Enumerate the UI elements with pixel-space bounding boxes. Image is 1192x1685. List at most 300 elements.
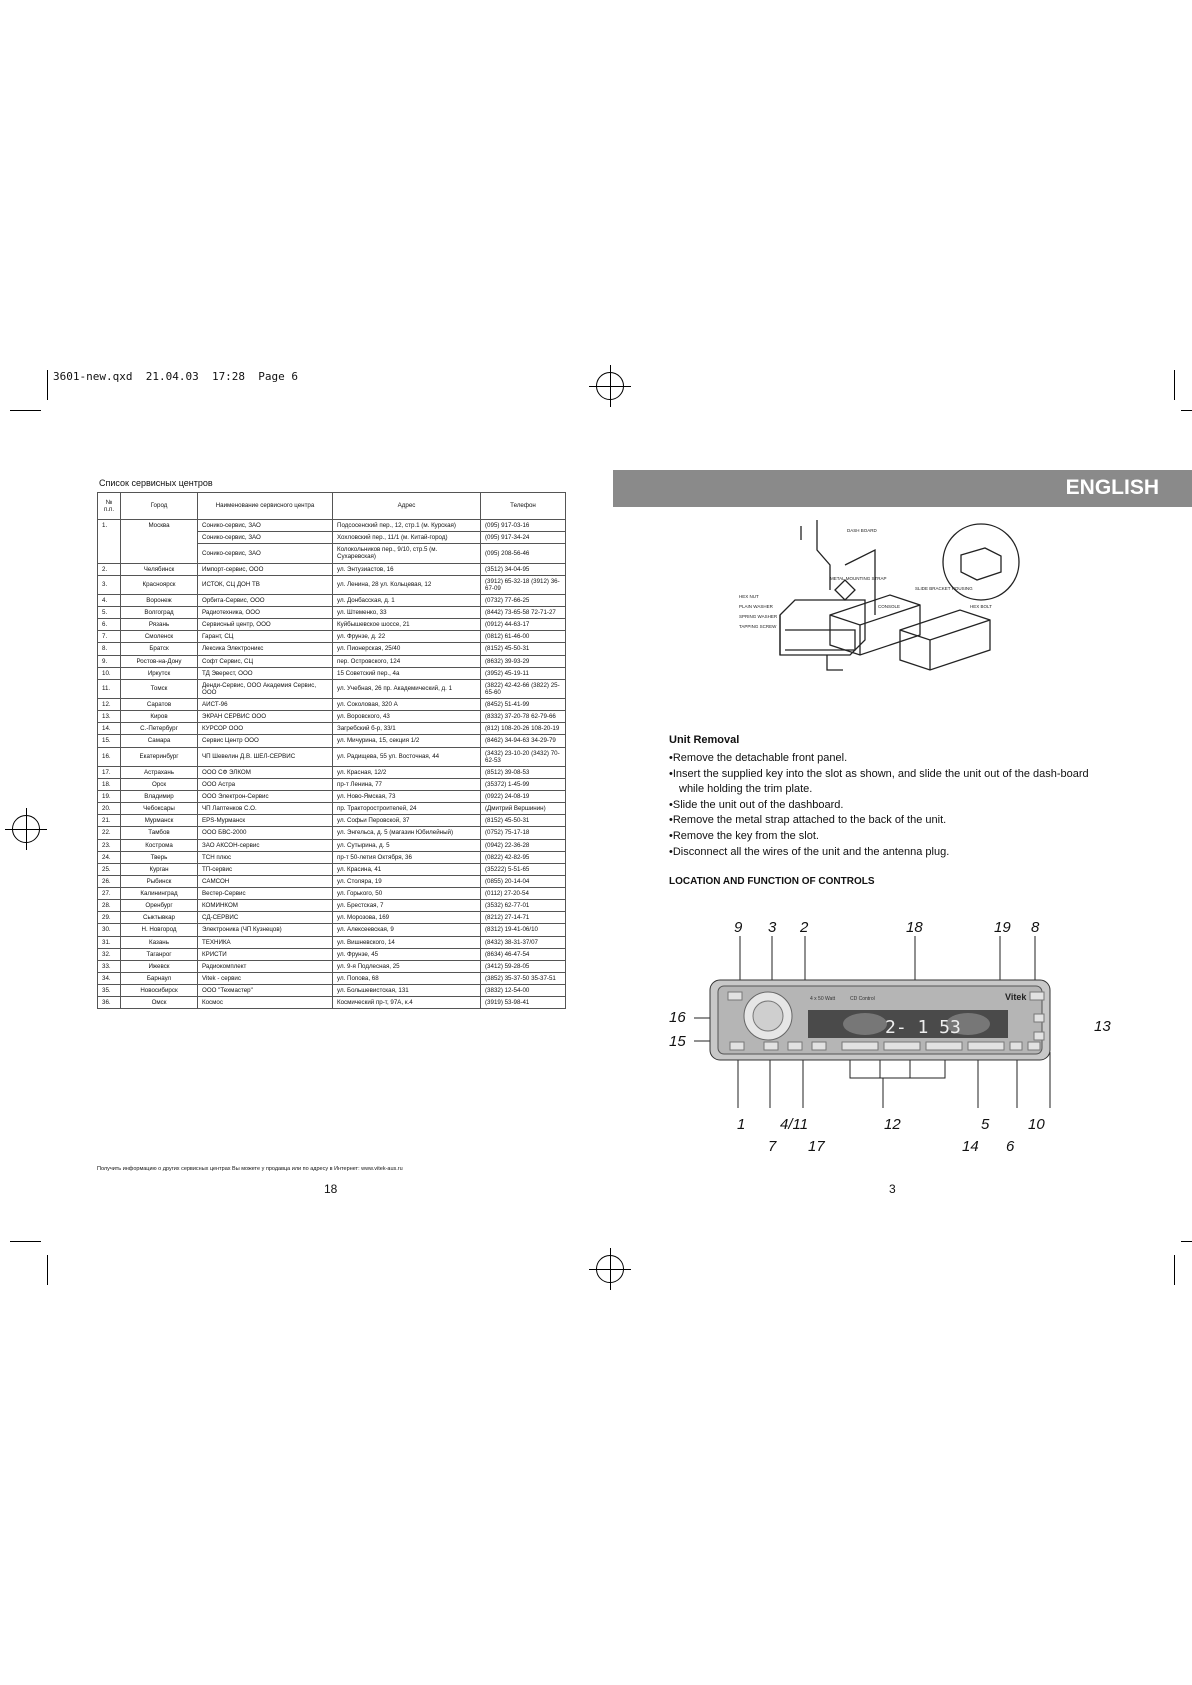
- city-cell: Рыбинск: [121, 875, 198, 887]
- crop-mark: [47, 370, 48, 400]
- row-number: 16.: [98, 747, 121, 766]
- row-number: 27.: [98, 888, 121, 900]
- column-header: Телефон: [481, 493, 566, 520]
- city-cell: Казань: [121, 936, 198, 948]
- panel-button: [1034, 1032, 1044, 1040]
- list-item: • Insert the supplied key into the slot as shown, and slide the unit out of the dash-board while holding the trim plate.: [669, 767, 1089, 798]
- callout-16: 16: [669, 1009, 686, 1026]
- table-row: [98, 875, 566, 887]
- address-cell: ул. Вишневского, 14: [333, 936, 481, 948]
- section-heading-controls: LOCATION AND FUNCTION OF CONTROLS: [669, 876, 875, 887]
- panel-button: [764, 1042, 778, 1050]
- table-row: [98, 900, 566, 912]
- address-cell: ул. Морозова, 169: [333, 912, 481, 924]
- address-cell: ул. Красная, 12/2: [333, 766, 481, 778]
- row-number: 9.: [98, 655, 121, 667]
- address-cell: ул. 9-я Подлесная, 25: [333, 960, 481, 972]
- phone-cell: (8312) 19-41-06/10: [481, 924, 566, 936]
- table-row: [98, 520, 566, 532]
- company-cell: ООО Электрон-Сервис: [198, 791, 333, 803]
- page-number-left: 18: [324, 1182, 338, 1196]
- service-center-table: [97, 492, 566, 1009]
- phone-cell: (3832) 12-54-00: [481, 985, 566, 997]
- address-cell: 15 Советский пер., 4а: [333, 667, 481, 679]
- address-cell: ул. Брестская, 7: [333, 900, 481, 912]
- phone-cell: (8212) 27-14-71: [481, 912, 566, 924]
- callout-9: 9: [734, 919, 743, 936]
- city-cell: С.-Петербург: [121, 723, 198, 735]
- address-cell: ул. Радищева, 55 ул. Восточная, 44: [333, 747, 481, 766]
- label-strap: METAL MOUNTING STRAP: [830, 576, 887, 581]
- table-row: [98, 803, 566, 815]
- language-band: [613, 470, 1192, 507]
- table-row: [98, 679, 566, 698]
- table-row: [98, 711, 566, 723]
- row-number: 11.: [98, 679, 121, 698]
- phone-cell: (095) 917-34-24: [481, 532, 566, 544]
- city-cell: Астрахань: [121, 766, 198, 778]
- label-console: CONSOLE: [878, 604, 901, 609]
- list-item: • Slide the unit out of the dashboard.: [669, 798, 1089, 814]
- city-cell: Кострома: [121, 839, 198, 851]
- callout-18: 18: [906, 919, 923, 936]
- address-cell: ул. Фрунзе, 45: [333, 948, 481, 960]
- panel-button: [812, 1042, 826, 1050]
- city-cell: Иркутск: [121, 667, 198, 679]
- company-cell: КОМИНКОМ: [198, 900, 333, 912]
- city-cell: Самара: [121, 735, 198, 747]
- phone-cell: (0855) 20-14-04: [481, 875, 566, 887]
- row-number: 13.: [98, 711, 121, 723]
- list-item: • Remove the metal strap attached to the back of the unit.: [669, 813, 1089, 829]
- company-cell: ЧП Шевелин Д.В. ШЕЛ-СЕРВИС: [198, 747, 333, 766]
- table-row: [98, 619, 566, 631]
- city-cell: Оренбург: [121, 900, 198, 912]
- company-cell: Вестер-Сервис: [198, 888, 333, 900]
- table-row: [98, 667, 566, 679]
- city-cell: Владимир: [121, 791, 198, 803]
- city-cell: Барнаул: [121, 972, 198, 984]
- phone-cell: (812) 108-20-26 108-20-19: [481, 723, 566, 735]
- callout-10: 10: [1028, 1116, 1045, 1133]
- language-label: ENGLISH: [1065, 476, 1159, 499]
- label-slide-bracket: SLIDE BRACKET HOUSING: [915, 586, 973, 591]
- address-cell: ул. Штеменко, 33: [333, 607, 481, 619]
- address-cell: ул. Горького, 50: [333, 888, 481, 900]
- panel-button: [1010, 1042, 1022, 1050]
- row-number: 1.: [98, 520, 121, 564]
- phone-cell: (8442) 73-65-58 72-71-27: [481, 607, 566, 619]
- company-cell: Радиокомплект: [198, 960, 333, 972]
- table-row: [98, 972, 566, 984]
- city-cell: Рязань: [121, 619, 198, 631]
- phone-cell: (3822) 42-42-66 (3822) 25-65-60: [481, 679, 566, 698]
- city-cell: Москва: [121, 520, 198, 564]
- callout-14: 14: [962, 1138, 979, 1155]
- callout-5: 5: [981, 1116, 990, 1133]
- row-number: 25.: [98, 863, 121, 875]
- address-cell: ул. Фрунзе, д. 22: [333, 631, 481, 643]
- phone-cell: (8432) 38-31-37/07: [481, 936, 566, 948]
- address-cell: ул. Энтузиастов, 16: [333, 563, 481, 575]
- company-cell: ООО "Техмастер": [198, 985, 333, 997]
- label-hex-nut: HEX NUT: [739, 594, 759, 599]
- crop-mark: [1181, 410, 1192, 411]
- registration-mark: [12, 815, 40, 843]
- address-cell: Подсосенский пер., 12, стр.1 (м. Курская): [333, 520, 481, 532]
- label-plain-washer: PLAIN WASHER: [739, 604, 773, 609]
- column-header: № п.п.: [98, 493, 121, 520]
- city-cell: Ростов-на-Дону: [121, 655, 198, 667]
- callout-7: 7: [768, 1138, 777, 1155]
- callout-2: 2: [800, 919, 809, 936]
- table-row: [98, 607, 566, 619]
- row-number: 28.: [98, 900, 121, 912]
- company-cell: Сервис Центр ООО: [198, 735, 333, 747]
- company-cell: EPS-Мурманск: [198, 815, 333, 827]
- phone-cell: (3919) 53-98-41: [481, 997, 566, 1009]
- phone-cell: (3952) 45-19-11: [481, 667, 566, 679]
- table-row: [98, 960, 566, 972]
- table-row: [98, 594, 566, 606]
- callout-13: 13: [1094, 1018, 1111, 1035]
- city-cell: Волгоград: [121, 607, 198, 619]
- city-cell: Красноярск: [121, 575, 198, 594]
- row-number: 4.: [98, 594, 121, 606]
- removal-steps: [669, 751, 1089, 860]
- registration-mark: [596, 1255, 624, 1283]
- phone-cell: (0732) 77-66-25: [481, 594, 566, 606]
- table-row: [98, 948, 566, 960]
- phone-cell: (0822) 42-82-95: [481, 851, 566, 863]
- company-cell: ТП-сервис: [198, 863, 333, 875]
- crop-mark: [1174, 370, 1175, 400]
- row-number: 34.: [98, 972, 121, 984]
- address-cell: ул. Пионерская, 25/40: [333, 643, 481, 655]
- phone-cell: (3432) 23-10-20 (3432) 70-62-53: [481, 747, 566, 766]
- phone-cell: (8152) 45-50-31: [481, 815, 566, 827]
- company-cell: Софт Сервис, СЦ: [198, 655, 333, 667]
- company-cell: ЗАО АКСОН-сервис: [198, 839, 333, 851]
- address-cell: Загребский б-р, 33/1: [333, 723, 481, 735]
- callout-6: 6: [1006, 1138, 1015, 1155]
- company-cell: Сонико-сервис, ЗАО: [198, 544, 333, 563]
- city-cell: Курган: [121, 863, 198, 875]
- company-cell: ТД Эверест, ООО: [198, 667, 333, 679]
- company-cell: Денди-Сервис, ООО Академия Сервис, ООО: [198, 679, 333, 698]
- city-cell: Саратов: [121, 699, 198, 711]
- phone-cell: (8152) 45-50-31: [481, 643, 566, 655]
- city-cell: Ижевск: [121, 960, 198, 972]
- label-hex-bolt: HEX BOLT: [970, 604, 992, 609]
- address-cell: ул. Красина, 41: [333, 863, 481, 875]
- city-cell: Екатеринбург: [121, 747, 198, 766]
- company-cell: ООО СФ ЭЛКОМ: [198, 766, 333, 778]
- phone-cell: (8332) 37-20-78 62-79-66: [481, 711, 566, 723]
- address-cell: пер. Островского, 124: [333, 655, 481, 667]
- row-number: 8.: [98, 643, 121, 655]
- address-cell: ул. Ленина, 28 ул. Кольцевая, 12: [333, 575, 481, 594]
- row-number: 32.: [98, 948, 121, 960]
- table-row: [98, 851, 566, 863]
- page-number-right: 3: [889, 1182, 896, 1196]
- table-row: [98, 747, 566, 766]
- address-cell: ул. Воровского, 43: [333, 711, 481, 723]
- column-header: Адрес: [333, 493, 481, 520]
- city-cell: Мурманск: [121, 815, 198, 827]
- table-row: [98, 839, 566, 851]
- row-number: 26.: [98, 875, 121, 887]
- address-cell: Колокольников пер., 9/10, стр.5 (м. Сухаревская): [333, 544, 481, 563]
- row-number: 10.: [98, 667, 121, 679]
- radio-display: 2- 1 53: [885, 1017, 961, 1038]
- phone-cell: (095) 917-03-16: [481, 520, 566, 532]
- table-row: [98, 655, 566, 667]
- label-spring-washer: SPRING WASHER: [739, 614, 778, 619]
- row-number: 3.: [98, 575, 121, 594]
- callout-1: 1: [737, 1116, 746, 1133]
- phone-cell: (0922) 24-08-19: [481, 791, 566, 803]
- callout-4-11: 4/11: [780, 1116, 809, 1133]
- phone-cell: (3912) 65-32-18 (3912) 36-67-09: [481, 575, 566, 594]
- row-number: 35.: [98, 985, 121, 997]
- row-number: 17.: [98, 766, 121, 778]
- company-cell: Гарант, СЦ: [198, 631, 333, 643]
- phone-cell: (0812) 61-46-00: [481, 631, 566, 643]
- company-cell: Сонико-сервис, ЗАО: [198, 532, 333, 544]
- crop-mark: [10, 410, 41, 411]
- city-cell: Чебоксары: [121, 803, 198, 815]
- table-row: [98, 723, 566, 735]
- table-row: [98, 912, 566, 924]
- table-footnote: Получить информацию о других сервисных центрах Вы можете у продавца или по адресу в Интернет: www.vitek-aus.ru: [97, 1166, 403, 1172]
- row-number: 12.: [98, 699, 121, 711]
- company-cell: Электроника (ЧП Кузнецов): [198, 924, 333, 936]
- phone-cell: (3512) 34-04-95: [481, 563, 566, 575]
- panel-button: [926, 1042, 962, 1050]
- company-cell: ТЕХНИКА: [198, 936, 333, 948]
- address-cell: ул. Ново-Ямская, 73: [333, 791, 481, 803]
- table-row: [98, 735, 566, 747]
- company-cell: ИСТОК, СЦ ДОН ТВ: [198, 575, 333, 594]
- company-cell: ООО Астра: [198, 778, 333, 790]
- address-cell: пр-т Ленина, 77: [333, 778, 481, 790]
- city-cell: Братск: [121, 643, 198, 655]
- address-cell: ул. Энгельса, д. 5 (магазин Юбилейный): [333, 827, 481, 839]
- phone-cell: (3412) 59-28-05: [481, 960, 566, 972]
- phone-cell: (8634) 46-47-54: [481, 948, 566, 960]
- table-row: [98, 997, 566, 1009]
- panel-button: [884, 1042, 920, 1050]
- phone-cell: (3852) 35-37-50 35-37-51: [481, 972, 566, 984]
- city-cell: Омск: [121, 997, 198, 1009]
- crop-mark: [1174, 1255, 1175, 1285]
- company-cell: АИСТ-96: [198, 699, 333, 711]
- callout-8: 8: [1031, 919, 1040, 936]
- city-cell: Тамбов: [121, 827, 198, 839]
- address-cell: ул. Софьи Перовской, 37: [333, 815, 481, 827]
- company-cell: Сонико-сервис, ЗАО: [198, 520, 333, 532]
- city-cell: Сыктывкар: [121, 912, 198, 924]
- city-cell: Тверь: [121, 851, 198, 863]
- company-cell: ООО БВС-2000: [198, 827, 333, 839]
- address-cell: Хохловский пер., 11/1 (м. Китай-город): [333, 532, 481, 544]
- table-row: [98, 778, 566, 790]
- table-row: [98, 815, 566, 827]
- crop-mark: [1181, 1241, 1192, 1242]
- table-row: [98, 643, 566, 655]
- row-number: 20.: [98, 803, 121, 815]
- row-number: 19.: [98, 791, 121, 803]
- company-cell: Космос: [198, 997, 333, 1009]
- table-row: [98, 766, 566, 778]
- city-cell: Н. Новгород: [121, 924, 198, 936]
- company-cell: Импорт-сервис, ООО: [198, 563, 333, 575]
- print-slug: 3601-new.qxd 21.04.03 17:28 Page 6: [53, 370, 299, 383]
- crop-mark: [47, 1255, 48, 1285]
- row-number: 30.: [98, 924, 121, 936]
- panel-button: [728, 992, 742, 1000]
- row-number: 15.: [98, 735, 121, 747]
- phone-cell: (8452) 51-41-99: [481, 699, 566, 711]
- table-title: Список сервисных центров: [99, 478, 213, 488]
- row-number: 2.: [98, 563, 121, 575]
- radio-power: 4 x 50 Watt: [810, 996, 836, 1002]
- installation-diagram: [735, 520, 1025, 735]
- panel-button: [1028, 1042, 1040, 1050]
- phone-cell: (0942) 22-36-28: [481, 839, 566, 851]
- callout-17: 17: [808, 1138, 825, 1155]
- callout-3: 3: [768, 919, 777, 936]
- list-item: • Remove the detachable front panel.: [669, 751, 1089, 767]
- phone-cell: (0112) 27-20-54: [481, 888, 566, 900]
- phone-cell: (0912) 44-63-17: [481, 619, 566, 631]
- phone-cell: (3532) 62-77-01: [481, 900, 566, 912]
- row-number: 33.: [98, 960, 121, 972]
- row-number: 23.: [98, 839, 121, 851]
- column-header: Город: [121, 493, 198, 520]
- table-row: [98, 888, 566, 900]
- phone-cell: (35222) 5-51-65: [481, 863, 566, 875]
- city-cell: Орск: [121, 778, 198, 790]
- address-cell: Куйбышевское шоссе, 21: [333, 619, 481, 631]
- company-cell: Радиотехника, ООО: [198, 607, 333, 619]
- row-number: 22.: [98, 827, 121, 839]
- city-cell: Киров: [121, 711, 198, 723]
- city-cell: Калининград: [121, 888, 198, 900]
- list-item: • Remove the key from the slot.: [669, 829, 1089, 845]
- panel-button: [730, 1042, 744, 1050]
- address-cell: ул. Соколовая, 320 А: [333, 699, 481, 711]
- table-row: [98, 575, 566, 594]
- address-cell: ул. Мичурина, 15, секция 1/2: [333, 735, 481, 747]
- row-number: 5.: [98, 607, 121, 619]
- city-cell: Воронеж: [121, 594, 198, 606]
- row-number: 24.: [98, 851, 121, 863]
- address-cell: ул. Алексеевская, 9: [333, 924, 481, 936]
- address-cell: ул. Большевистская, 131: [333, 985, 481, 997]
- callout-12: 12: [884, 1116, 901, 1133]
- table-row: [98, 699, 566, 711]
- company-cell: КРИСТИ: [198, 948, 333, 960]
- phone-cell: (8462) 34-94-63 34-29-79: [481, 735, 566, 747]
- callout-15: 15: [669, 1033, 686, 1050]
- table-row: [98, 936, 566, 948]
- address-cell: пр. Тракторостроителей, 24: [333, 803, 481, 815]
- row-number: 6.: [98, 619, 121, 631]
- company-cell: ТСН плюс: [198, 851, 333, 863]
- crop-mark: [10, 1241, 41, 1242]
- row-number: 21.: [98, 815, 121, 827]
- address-cell: ул. Сутырина, д. 5: [333, 839, 481, 851]
- company-cell: Vitek - сервис: [198, 972, 333, 984]
- city-cell: Таганрог: [121, 948, 198, 960]
- city-cell: Томск: [121, 679, 198, 698]
- table-row: [98, 924, 566, 936]
- section-heading-unit-removal: Unit Removal: [669, 734, 740, 746]
- radio-brand: Vitek: [1005, 992, 1027, 1002]
- row-number: 14.: [98, 723, 121, 735]
- city-cell: Новосибирск: [121, 985, 198, 997]
- panel-button: [1030, 992, 1044, 1000]
- table-header-row: [98, 493, 566, 520]
- address-cell: ул. Попова, 68: [333, 972, 481, 984]
- table-row: [98, 985, 566, 997]
- callout-19: 19: [994, 919, 1011, 936]
- row-number: 18.: [98, 778, 121, 790]
- table-row: [98, 863, 566, 875]
- company-cell: САМСОН: [198, 875, 333, 887]
- table-row: [98, 563, 566, 575]
- city-cell: Челябинск: [121, 563, 198, 575]
- table-row: [98, 791, 566, 803]
- address-cell: ул. Учебная, 26 пр. Академический, д. 1: [333, 679, 481, 698]
- phone-cell: (8512) 39-08-53: [481, 766, 566, 778]
- phone-cell: (095) 208-56-46: [481, 544, 566, 563]
- row-number: 7.: [98, 631, 121, 643]
- company-cell: Лексика Электроникс: [198, 643, 333, 655]
- label-dash-board: DASH BOARD: [847, 528, 877, 533]
- company-cell: ЭКРАН СЕРВИС ООО: [198, 711, 333, 723]
- panel-button: [842, 1042, 878, 1050]
- address-cell: ул. Столяра, 19: [333, 875, 481, 887]
- row-number: 29.: [98, 912, 121, 924]
- table-row: [98, 631, 566, 643]
- row-number: 36.: [98, 997, 121, 1009]
- company-cell: Орбита-Сервис, ООО: [198, 594, 333, 606]
- radio-cd-label: CD Control: [850, 996, 875, 1002]
- city-cell: Смоленск: [121, 631, 198, 643]
- label-tapping-screw: TAPPING SCREW: [739, 624, 777, 629]
- address-cell: пр-т 50-летия Октября, 36: [333, 851, 481, 863]
- panel-button: [968, 1042, 1004, 1050]
- list-item: • Disconnect all the wires of the unit and the antenna plug.: [669, 845, 1089, 861]
- company-cell: СД-СЕРВИС: [198, 912, 333, 924]
- company-cell: Сервисный центр, ООО: [198, 619, 333, 631]
- phone-cell: (35372) 1-45-99: [481, 778, 566, 790]
- row-number: 31.: [98, 936, 121, 948]
- address-cell: ул. Донбасская, д. 1: [333, 594, 481, 606]
- company-cell: ЧП Лаптенков С.О.: [198, 803, 333, 815]
- phone-cell: (Дмитрий Вершинин): [481, 803, 566, 815]
- registration-mark: [596, 372, 624, 400]
- address-cell: Космический пр-т, 97А, к.4: [333, 997, 481, 1009]
- company-cell: КУРСОР ООО: [198, 723, 333, 735]
- panel-button: [788, 1042, 802, 1050]
- phone-cell: (8632) 39-93-29: [481, 655, 566, 667]
- table-row: [98, 827, 566, 839]
- panel-button: [1034, 1014, 1044, 1022]
